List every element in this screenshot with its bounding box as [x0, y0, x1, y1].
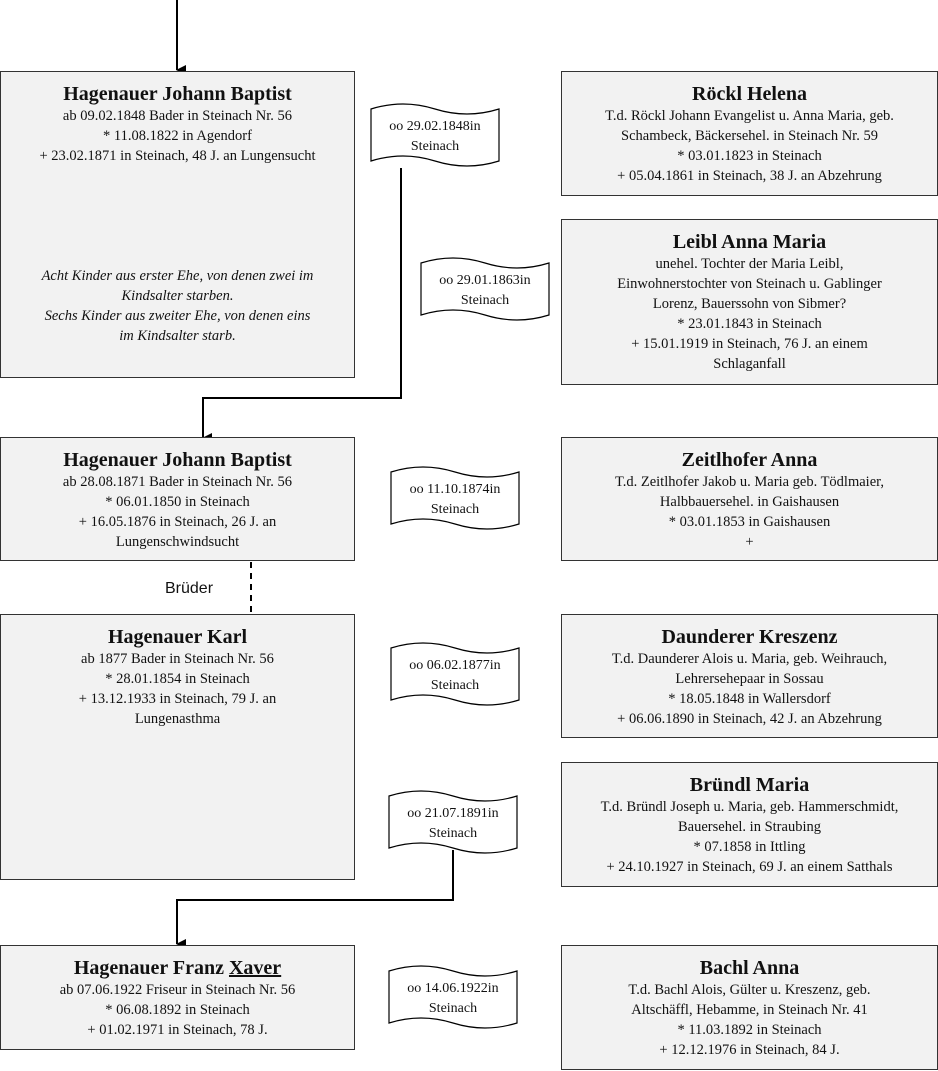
spouse-detail: * 03.01.1823 in Steinach	[677, 148, 822, 164]
spouse-box-roeckl-helena	[561, 71, 938, 196]
spouse-detail: + 06.06.1890 in Steinach, 42 J. an Abzehrung	[617, 711, 882, 727]
marriage-date: oo 14.06.1922	[407, 981, 488, 996]
marriage-place: in Steinach	[430, 482, 501, 517]
spouse-box-daunderer-kreszenz	[561, 614, 938, 738]
spouse-name: Bachl Anna	[699, 957, 800, 979]
marriage-date: oo 21.07.1891	[407, 806, 488, 821]
spouse-detail: T.d. Zeitlhofer Jakob u. Maria geb. Tödlmaier,	[614, 474, 885, 490]
spouse-detail: + 15.01.1919 in Steinach, 76 J. an einem	[631, 336, 868, 352]
person-detail: ab 07.06.1922 Friseur in Steinach Nr. 56	[59, 982, 296, 998]
children-note: im Kindsalter starb.	[119, 328, 236, 344]
person-detail: * 06.08.1892 in Steinach	[105, 1002, 250, 1018]
person-detail: ab 28.08.1871 Bader in Steinach Nr. 56	[62, 474, 293, 490]
marriage-place: in Steinach	[428, 981, 499, 1016]
spouse-detail: +	[745, 534, 754, 550]
spouse-name: Leibl Anna Maria	[672, 231, 827, 253]
person-detail: + 16.05.1876 in Steinach, 26 J. an	[78, 514, 277, 530]
spouse-detail: Schlaganfall	[713, 356, 786, 372]
spouse-detail: Halbbauersehel. in Gaishausen	[659, 494, 840, 510]
marriage-date: oo 29.01.1863	[439, 273, 520, 288]
marriage-banner	[390, 466, 520, 532]
person-box-karl	[0, 614, 355, 880]
marriage-banner	[390, 642, 520, 708]
marriage-banner	[370, 103, 500, 169]
person-detail: * 28.01.1854 in Steinach	[105, 671, 250, 687]
spouse-detail: * 07.1858 in Ittling	[693, 839, 806, 855]
spouse-detail: + 12.12.1976 in Steinach, 84 J.	[659, 1042, 840, 1058]
spouse-detail: T.d. Röckl Johann Evangelist u. Anna Maria, geb.	[605, 108, 894, 124]
spouse-box-leibl-anna-maria	[561, 219, 938, 385]
person-name-first: Hagenauer Franz	[73, 957, 229, 979]
children-note: Sechs Kinder aus zweiter Ehe, von denen eins	[44, 308, 311, 324]
spouse-box-zeitlhofer-anna	[561, 437, 938, 561]
person-detail: Lungenasthma	[134, 711, 221, 727]
marriage-place: in Steinach	[460, 273, 531, 308]
spouse-box-bruendl-maria	[561, 762, 938, 887]
spouse-detail: T.d. Bründl Joseph u. Maria, geb. Hammerschmidt,	[600, 799, 899, 815]
marriage-place: in Steinach	[430, 658, 501, 693]
person-name-underlined: Xaver	[228, 957, 282, 979]
spouse-detail: T.d. Daunderer Alois u. Maria, geb. Weihrauch,	[611, 651, 888, 667]
person-detail: Lungenschwindsucht	[115, 534, 240, 550]
person-detail: ab 09.02.1848 Bader in Steinach Nr. 56	[62, 108, 293, 124]
spouse-name: Röckl Helena	[692, 83, 807, 105]
marriage-banner	[388, 790, 518, 856]
marriage-date: oo 11.10.1874	[409, 482, 490, 497]
person-box-johann-baptist-1	[0, 71, 355, 378]
spouse-detail: Bauersehel. in Straubing	[678, 819, 821, 835]
person-name: Hagenauer Karl	[107, 626, 248, 648]
spouse-detail: T.d. Bachl Alois, Gülter u. Kreszenz, geb.	[628, 982, 871, 998]
marriage-banner	[420, 257, 550, 323]
children-note: Acht Kinder aus erster Ehe, von denen zwei im	[41, 268, 314, 284]
person-detail: * 11.08.1822 in Agendorf	[103, 128, 252, 144]
spouse-name: Daunderer Kreszenz	[661, 626, 838, 648]
marriage-date: oo 06.02.1877	[409, 658, 490, 673]
spouse-detail: unehel. Tochter der Maria Leibl,	[655, 256, 844, 272]
children-note: Kindsalter starben.	[121, 288, 234, 304]
spouse-detail: + 05.04.1861 in Steinach, 38 J. an Abzehrung	[617, 168, 882, 184]
spouse-detail: * 03.01.1853 in Gaishausen	[668, 514, 831, 530]
spouse-detail: * 18.05.1848 in Wallersdorf	[668, 691, 831, 707]
spouse-detail: + 24.10.1927 in Steinach, 69 J. an einem Satthals	[606, 859, 893, 875]
person-detail: ab 1877 Bader in Steinach Nr. 56	[81, 651, 274, 667]
person-name: Hagenauer Johann Baptist	[63, 449, 292, 471]
person-detail: + 13.12.1933 in Steinach, 79 J. an	[78, 691, 277, 707]
person-detail: + 01.02.1971 in Steinach, 78 J.	[87, 1022, 268, 1038]
spouse-detail: Einwohnerstochter von Steinach u. Gablinger	[617, 276, 882, 292]
spouse-detail: * 23.01.1843 in Steinach	[677, 316, 822, 332]
marriage-banner	[388, 965, 518, 1031]
marriage-place: in Steinach	[428, 806, 499, 841]
person-box-franz-xaver	[0, 945, 355, 1050]
spouse-detail: Altschäffl, Hebamme, in Steinach Nr. 41	[631, 1002, 868, 1018]
person-box-johann-baptist-2	[0, 437, 355, 561]
person-detail: + 23.02.1871 in Steinach, 48 J. an Lungensucht	[39, 148, 316, 164]
spouse-name: Bründl Maria	[689, 774, 810, 796]
spouse-detail: * 11.03.1892 in Steinach	[677, 1022, 822, 1038]
spouse-detail: Lehrersehepaar in Sossau	[675, 671, 824, 687]
spouse-detail: Schambeck, Bäckersehel. in Steinach Nr. 59	[621, 128, 878, 144]
marriage-date: oo 29.02.1848	[389, 119, 470, 134]
person-name	[1, 956, 354, 980]
person-detail: * 06.01.1850 in Steinach	[105, 494, 250, 510]
spouse-box-bachl-anna	[561, 945, 938, 1070]
marriage-place: in Steinach	[410, 119, 481, 154]
spouse-detail: Lorenz, Bauerssohn von Sibmer?	[652, 296, 847, 312]
brothers-label: Brüder	[165, 580, 214, 597]
spouse-name: Zeitlhofer Anna	[681, 449, 818, 471]
person-name: Hagenauer Johann Baptist	[63, 83, 292, 105]
